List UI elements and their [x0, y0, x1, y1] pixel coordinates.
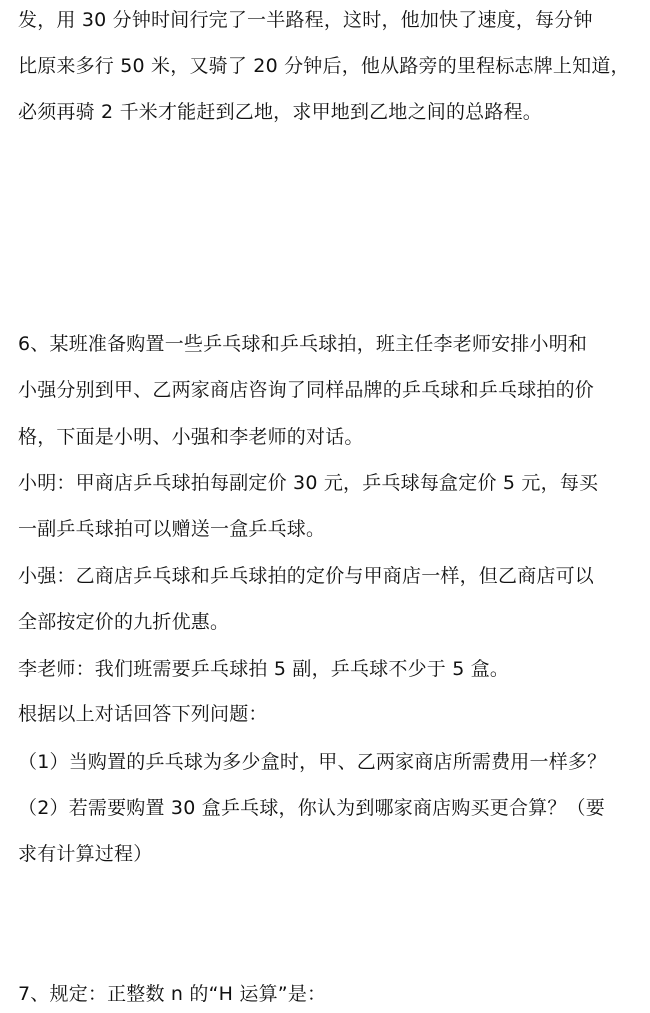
- dialogue-xiaoming-line-2: 一副乒乓球拍可以赠送一盒乒乓球。: [18, 518, 326, 540]
- problem6-intro-line-3: 格，下面是小明、小强和李老师的对话。: [18, 426, 364, 448]
- problem5-line-1: 发，用 30 分钟时间行完了一半路程，这时，他加快了速度，每分钟: [18, 9, 593, 31]
- question-2-line-1: （2）若需要购置 30 盒乒乓球，你认为到哪家商店购买更合算？（要: [18, 797, 605, 819]
- problem5-line-2: 比原来多行 50 米，又骑了 20 分钟后，他从路旁的里程标志牌上知道，: [18, 55, 630, 77]
- problem5-line-3: 必须再骑 2 千米才能赶到乙地，求甲地到乙地之间的总路程。: [18, 101, 542, 123]
- question-1: （1）当购置的乒乓球为多少盒时，甲、乙两家商店所需费用一样多？: [18, 751, 607, 773]
- dialogue-xiaoqiang-line-2: 全部按定价的九折优惠。: [18, 611, 230, 633]
- problem6-intro-line-1: 6、某班准备购置一些乒乓球和乒乓球拍，班主任李老师安排小明和: [18, 333, 588, 355]
- dialogue-teacher: 李老师：我们班需要乒乓球拍 5 副，乒乓球不少于 5 盒。: [18, 658, 510, 680]
- dialogue-xiaoqiang-line-1: 小强：乙商店乒乓球和乒乓球拍的定价与甲商店一样，但乙商店可以: [18, 565, 595, 587]
- question-2-line-2: 求有计算过程）: [18, 843, 153, 865]
- question-prompt: 根据以上对话回答下列问题：: [18, 703, 268, 725]
- problem7-intro: 7、规定：正整数 n 的“H 运算”是：: [18, 983, 327, 1005]
- problem6-intro-line-2: 小强分别到甲、乙两家商店咨询了同样品牌的乒乓球和乒乓球拍的价: [18, 379, 595, 401]
- dialogue-xiaoming-line-1: 小明：甲商店乒乓球拍每副定价 30 元，乒乓球每盒定价 5 元，每买: [18, 472, 599, 494]
